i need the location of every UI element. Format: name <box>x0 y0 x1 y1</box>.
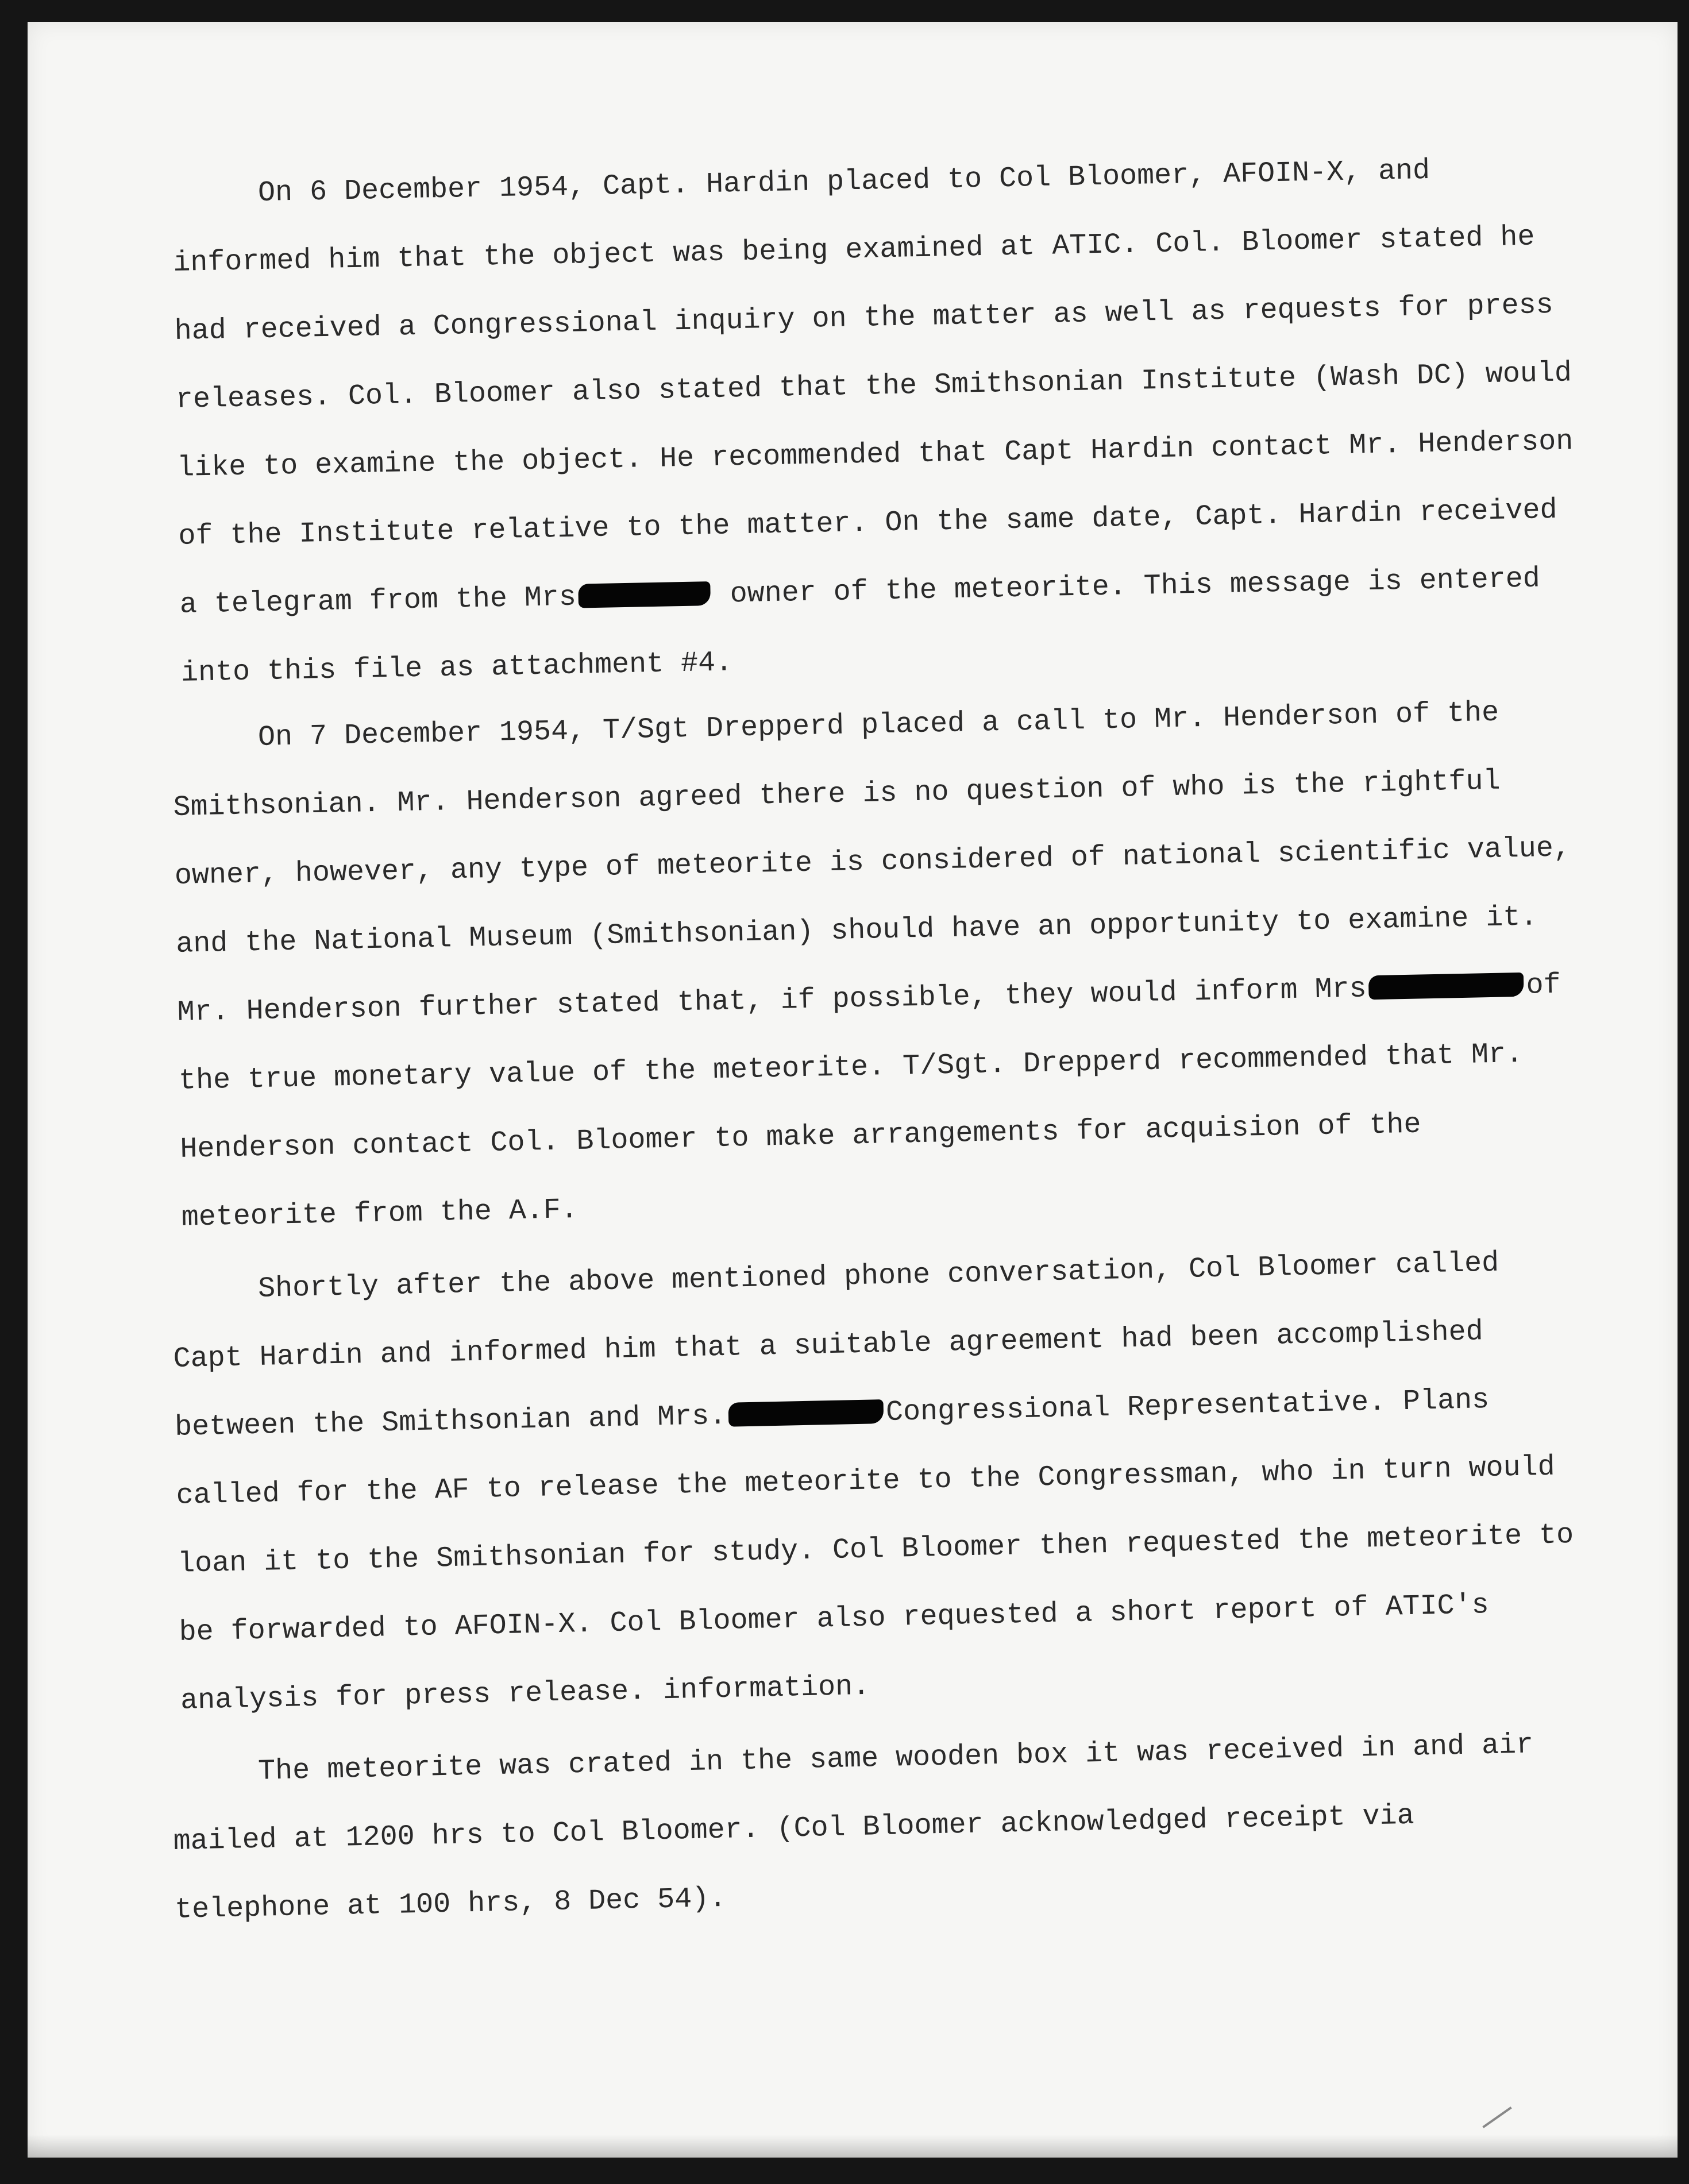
paragraph-4 <box>171 1710 1588 1944</box>
paragraph-4-text: The meteorite was crated in the same wooden box it was received in and air mailed at 1200 hrs to Col Bloomer. (Col Bloomer acknowledged receipt via telephone at 100 hrs, 8 Dec 54). <box>173 1728 1534 1927</box>
paragraph-2-text-continued: of the true monetary value of the meteorite. T/Sgt. Drepperd recommended that Mr. Henderson contact Col. Bloomer to make arrangements for acquision of the meteorite from the A.F. <box>178 968 1561 1234</box>
paragraph-3-text: Shortly after the above mentioned phone conversation, Col Bloomer called Capt Hardin and informed him that a suitable agreement had been accomplished between the Smithsonian and Mrs. <box>173 1247 1499 1444</box>
paragraph-2 <box>171 677 1595 1252</box>
paragraph-1-text-continued: owner of the meteorite. This message is entered into this file as attachment #4. <box>180 562 1541 690</box>
redaction-mark <box>578 581 711 608</box>
paragraph-3 <box>171 1227 1594 1735</box>
document-sheet <box>28 22 1678 2158</box>
redaction-mark <box>728 1399 884 1427</box>
paragraph-1 <box>171 134 1595 708</box>
paragraph-2-text: On 7 December 1954, T/Sgt Drepperd placed a call to Mr. Henderson of the Smithsonian. Mr. Henderson agreed there is no question of who is the rightful owner, however, any type of meteorite is considered of national scientific value, and the National Museum (Smithsonian) should have an opportunity to examine it. Mr. Henderson further stated that, if possible, they would inform Mrs <box>173 696 1571 1029</box>
paragraph-3-text-continued: Congressional Representative. Plans called for the AF to release the meteorite to the Congressman, who in turn would loan it to the Smithsonian for study. Col Bloomer then requested the meteorite to be forwarded to AFOIN-X. Col Bloomer also requested a short report of ATIC's analysis for press release. information. <box>176 1384 1574 1718</box>
redaction-mark <box>1368 973 1524 1000</box>
paragraph-1-text: On 6 December 1954, Capt. Hardin placed to Col Bloomer, AFOIN-X, and informed him that the object was being examined at ATIC. Col. Bloomer stated he had received a Congressional inquiry on the matter as well as requests for press releases. Col. Bloomer also stated that the Smithsonian Institute (Wash DC) would like to examine the object. He recommended that Capt Hardin contact Mr. Henderson of the Institute relative to the matter. On the same date, Capt. Hardin received a telegram from the Mrs <box>172 154 1574 622</box>
pencil-mark <box>1482 2106 1511 2128</box>
